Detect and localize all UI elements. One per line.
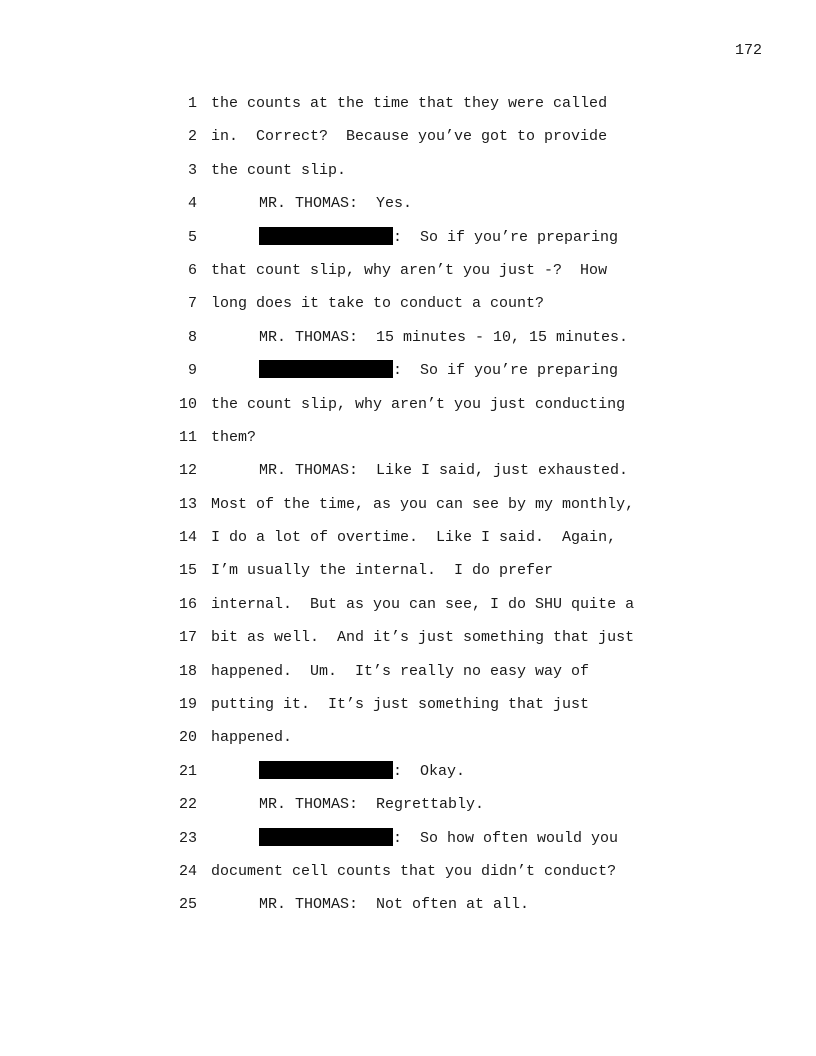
redaction-block [259, 227, 393, 245]
line-number: 17 [178, 629, 197, 647]
line-text [259, 358, 618, 383]
line-text: MR. THOMAS: Not often at all. [259, 896, 530, 914]
redaction-block [259, 828, 393, 846]
transcript-line [150, 225, 710, 258]
transcript-line [150, 158, 710, 191]
line-number: 12 [178, 462, 197, 480]
line-text [259, 826, 618, 851]
transcript-line [150, 558, 710, 591]
line-text: document cell counts that you didn’t conduct? [211, 862, 617, 880]
line-number: 13 [178, 495, 197, 513]
line-text-content: : So if you’re preparing [393, 362, 619, 380]
line-number: 10 [178, 395, 197, 413]
redaction-block [259, 360, 393, 378]
transcript-line [150, 425, 710, 458]
page-number: 172 [734, 42, 762, 59]
transcript-body [150, 91, 710, 926]
transcript-line [150, 792, 710, 825]
line-number: 2 [187, 128, 197, 146]
redaction-block [259, 761, 393, 779]
transcript-line [150, 492, 710, 525]
transcript-line [150, 325, 710, 358]
transcript-line [150, 659, 710, 692]
transcript-line [150, 124, 710, 157]
line-number: 22 [178, 796, 197, 814]
transcript-line [150, 592, 710, 625]
line-text: that count slip, why aren’t you just -? How [211, 261, 608, 279]
transcript-line [150, 725, 710, 758]
transcript-line [150, 358, 710, 391]
line-text: in. Correct? Because you’ve got to provide [211, 128, 608, 146]
line-number: 23 [178, 829, 197, 847]
transcript-line [150, 191, 710, 224]
line-text: long does it take to conduct a count? [211, 295, 545, 313]
line-text: happened. [211, 729, 293, 747]
line-text: I’m usually the internal. I do prefer [211, 562, 554, 580]
transcript-line [150, 258, 710, 291]
line-number: 15 [178, 562, 197, 580]
line-number: 18 [178, 662, 197, 680]
transcript-line [150, 291, 710, 324]
line-number: 1 [187, 95, 197, 112]
line-text: the count slip. [211, 161, 347, 179]
line-number: 14 [178, 529, 197, 547]
line-text: bit as well. And it’s just something that just [211, 629, 635, 647]
line-number: 24 [178, 862, 197, 880]
line-text: the count slip, why aren’t you just conducting [211, 395, 626, 413]
line-text: I do a lot of overtime. Like I said. Again, [211, 529, 617, 547]
line-number: 25 [178, 896, 197, 914]
transcript-line [150, 826, 710, 859]
transcript-line [150, 692, 710, 725]
line-text-content: : So if you’re preparing [393, 228, 619, 246]
line-text: MR. THOMAS: 15 minutes - 10, 15 minutes. [259, 328, 629, 346]
transcript-line [150, 859, 710, 892]
line-text-content: : Okay. [393, 762, 466, 780]
line-text: MR. THOMAS: Yes. [259, 195, 413, 213]
transcript-line [150, 525, 710, 558]
line-text: them? [211, 428, 257, 446]
transcript-line [150, 458, 710, 491]
line-number: 4 [187, 195, 197, 213]
line-number: 20 [178, 729, 197, 747]
line-number: 16 [178, 595, 197, 613]
line-number: 3 [187, 161, 197, 179]
transcript-line [150, 759, 710, 792]
line-text [259, 225, 618, 250]
line-number: 21 [178, 762, 197, 780]
line-text: Most of the time, as you can see by my monthly, [211, 495, 635, 513]
line-text [259, 759, 465, 784]
line-number: 7 [187, 295, 197, 313]
line-text: the counts at the time that they were called [211, 95, 608, 112]
transcript-line [150, 892, 710, 925]
transcript-line [150, 625, 710, 658]
transcript-line [150, 392, 710, 425]
line-number: 9 [187, 362, 197, 380]
line-text: internal. But as you can see, I do SHU quite a [211, 595, 635, 613]
line-number: 5 [187, 228, 197, 246]
line-number: 6 [187, 261, 197, 279]
line-text: happened. Um. It’s really no easy way of [211, 662, 590, 680]
line-text: putting it. It’s just something that just [211, 696, 590, 714]
line-number: 8 [187, 328, 197, 346]
line-text-content: : So how often would you [393, 829, 619, 847]
transcript-line [150, 91, 710, 124]
line-number: 11 [178, 428, 197, 446]
line-text: MR. THOMAS: Regrettably. [259, 796, 485, 814]
line-number: 19 [178, 696, 197, 714]
line-text: MR. THOMAS: Like I said, just exhausted. [259, 462, 629, 480]
